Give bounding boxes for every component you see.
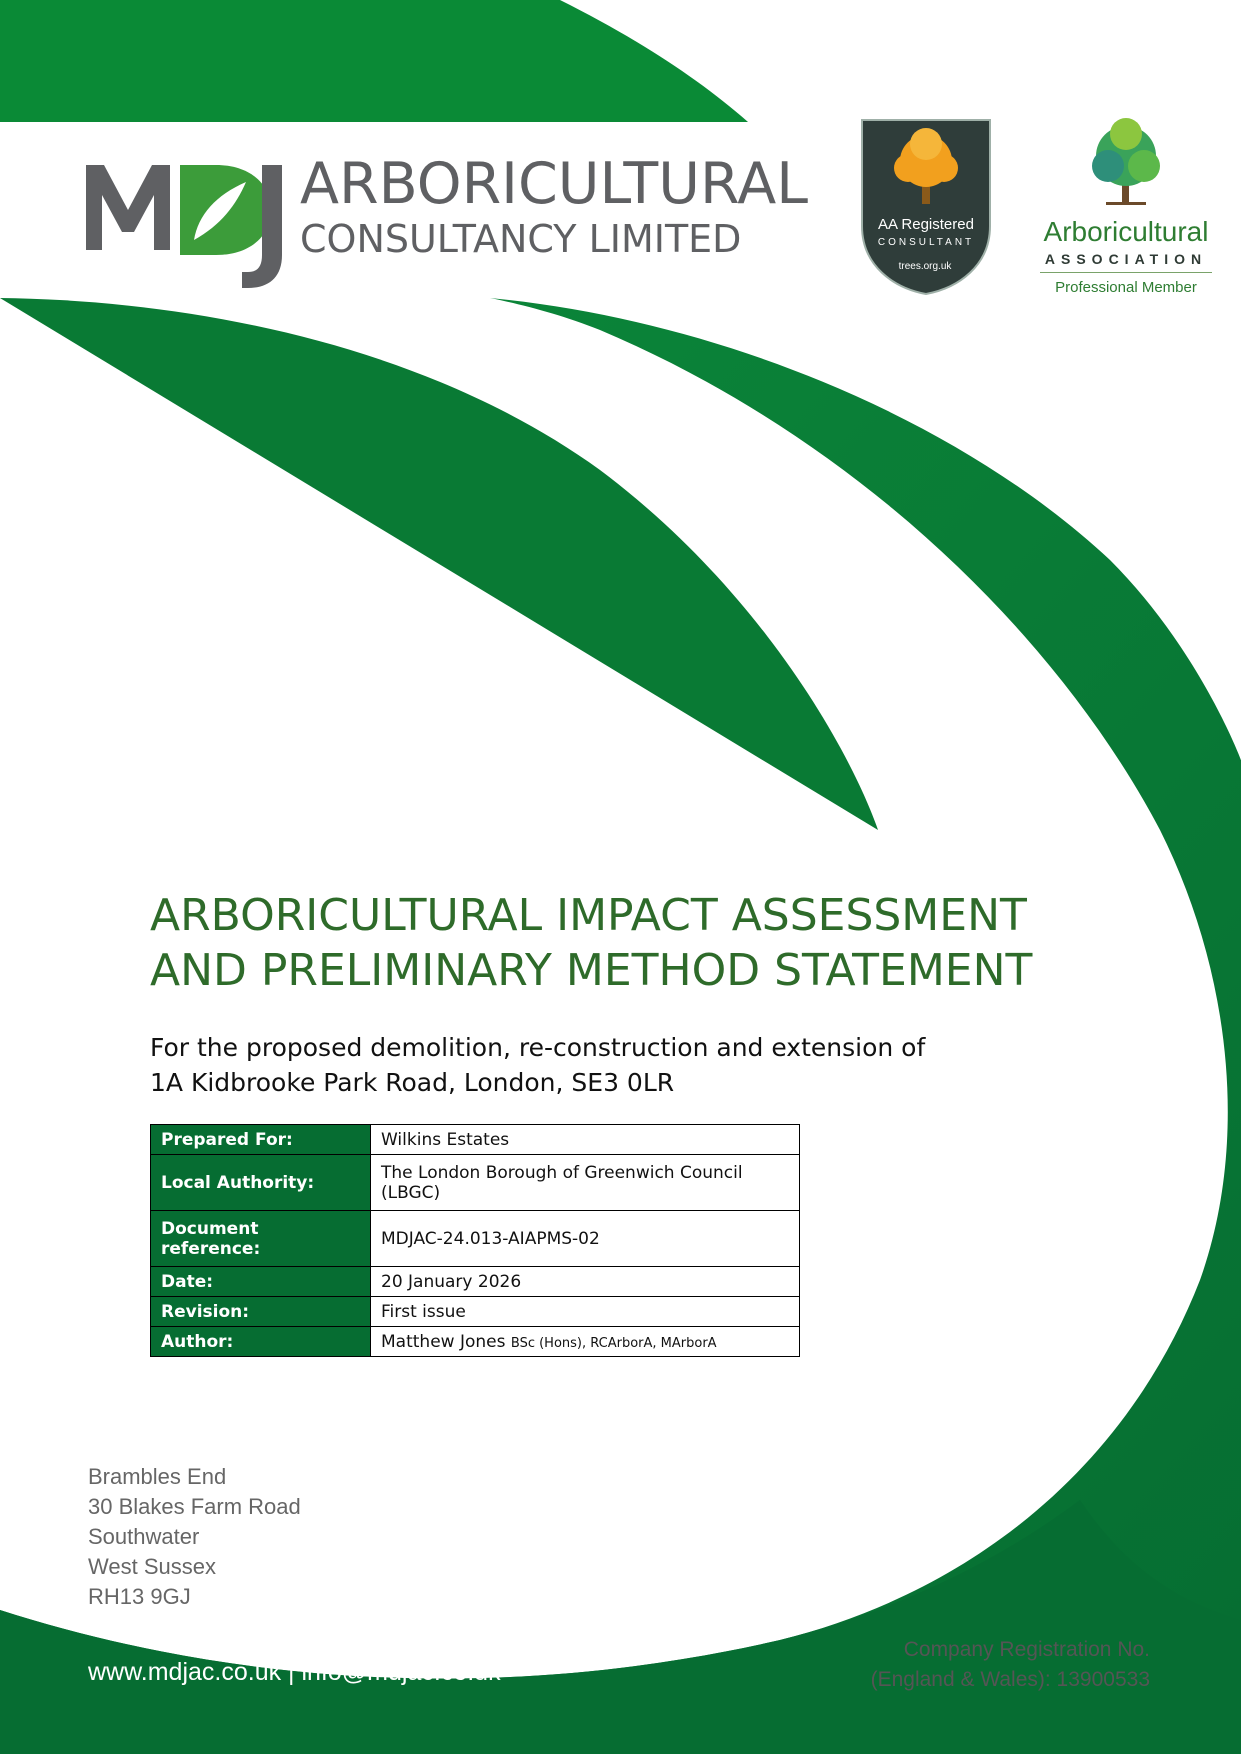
logo-company-subname: CONSULTANCY LIMITED (300, 217, 742, 261)
logo-company-name: ARBORICULTURAL (300, 151, 808, 217)
arb-association-title: Arboricultural (1043, 216, 1209, 247)
footer-contacts[interactable]: www.mdjac.co.uk | info@mdjac.co.uk (88, 1658, 501, 1686)
table-row (151, 1267, 800, 1297)
date-label: Date: (151, 1267, 371, 1297)
address-line: 30 Blakes Farm Road (88, 1494, 301, 1519)
report-title-line1: ARBORICULTURAL IMPACT ASSESSMENT (150, 890, 1027, 941)
company-registration-line1: Company Registration No. (903, 1638, 1150, 1661)
author-name: Matthew Jones (381, 1331, 506, 1352)
author-value (371, 1327, 800, 1357)
table-row (151, 1327, 800, 1357)
prepared-for-value: Wilkins Estates (371, 1125, 800, 1155)
aa-badge-line3: trees.org.uk (898, 261, 952, 272)
arb-association-subtitle: ASSOCIATION (1044, 251, 1208, 267)
arb-association-divider (1040, 272, 1212, 273)
local-authority-value-line1: The London Borough of Greenwich Council (381, 1162, 743, 1183)
address-line: RH13 9GJ (88, 1584, 191, 1609)
author-qualifications: BSc (Hons), RCArborA, MArborA (510, 1335, 717, 1351)
table-row (151, 1211, 800, 1267)
address-line: Brambles End (88, 1464, 227, 1489)
report-subtitle-line1: For the proposed demolition, re-construction and extension of (150, 1033, 926, 1062)
table-row (151, 1155, 800, 1211)
author-label: Author: (151, 1327, 371, 1357)
aa-badge-line2: CONSULTANT (877, 237, 975, 248)
prepared-for-label: Prepared For: (151, 1125, 371, 1155)
mdj-logo-icon (86, 160, 286, 290)
local-authority-label: Local Authority: (151, 1155, 371, 1211)
report-title-line2: AND PRELIMINARY METHOD STATEMENT (150, 945, 1033, 996)
document-reference-label (151, 1211, 371, 1267)
top-green-band (0, 0, 748, 122)
date-value: 20 January 2026 (371, 1267, 800, 1297)
arb-association-member: Professional Member (1055, 279, 1197, 296)
table-row (151, 1297, 800, 1327)
company-registration (820, 1635, 1150, 1695)
document-reference-value: MDJAC-24.013-AIAPMS-02 (371, 1211, 800, 1267)
aa-badge-line1: AA Registered (878, 216, 974, 233)
table-row (151, 1125, 800, 1155)
document-reference-label-line2: reference: (161, 1238, 261, 1259)
report-title (150, 888, 1150, 998)
address-line: Southwater (88, 1524, 200, 1549)
report-subtitle (150, 1030, 950, 1100)
document-reference-label-line1: Document (161, 1218, 259, 1239)
company-address (88, 1462, 301, 1612)
document-details-table (150, 1124, 800, 1357)
report-subtitle-line2: 1A Kidbrooke Park Road, London, SE3 0LR (150, 1068, 675, 1097)
local-authority-value-line2: (LBGC) (381, 1182, 441, 1203)
address-line: West Sussex (88, 1554, 216, 1579)
local-authority-value (371, 1155, 800, 1211)
arboricultural-association-tree-icon (1086, 116, 1166, 212)
revision-label: Revision: (151, 1297, 371, 1327)
revision-value: First issue (371, 1297, 800, 1327)
company-registration-line2: (England & Wales): 13900533 (870, 1668, 1150, 1691)
